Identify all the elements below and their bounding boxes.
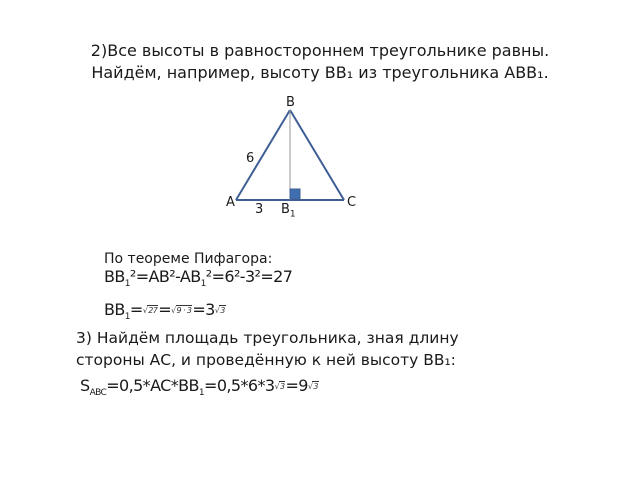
sqrt-3-a: √3: [274, 382, 285, 391]
area-equation: $S_{ABC}=0,5*AC*BB_1=0,5*6*3√3=9√3$: [80, 376, 318, 399]
side-bc: [290, 110, 344, 200]
sqrt-9x3: √9 · 3: [171, 306, 192, 315]
sqrt-27: √27: [142, 306, 158, 315]
vertex-c-label: C: [347, 195, 357, 210]
vertex-a-label: A: [226, 195, 235, 210]
step3-line-1: 3) Найдём площадь треугольника, зная длину: [76, 329, 459, 347]
side-length-label: 6: [246, 151, 255, 166]
foot-b1-label: $B_1$: [281, 202, 296, 220]
heading-line-1: 2)Все высоты в равностороннем треугольнике равны.: [90, 41, 550, 60]
sqrt-3-b: √3: [307, 382, 318, 391]
pythagoras-equation: $BB_1^2=AB^2-AB_1^2=6^2-3^2=27$: [104, 267, 293, 290]
step3-line-2: стороны АС, и проведённую к ней высоту BB₁:: [76, 351, 456, 369]
pythagoras-title: По теореме Пифагора:: [104, 251, 273, 267]
height-equation: $BB_1=√27=√9 \cdot 3=3√3$: [104, 300, 225, 323]
half-base-label: 3: [255, 202, 264, 217]
side-ab: [236, 110, 290, 200]
right-angle-marker: [290, 189, 300, 199]
heading-line-2: Найдём, например, высоту BB₁ из треугольника ABB₁.: [91, 63, 549, 82]
sqrt-3: √3: [214, 306, 225, 315]
vertex-b-label: B: [286, 95, 295, 110]
